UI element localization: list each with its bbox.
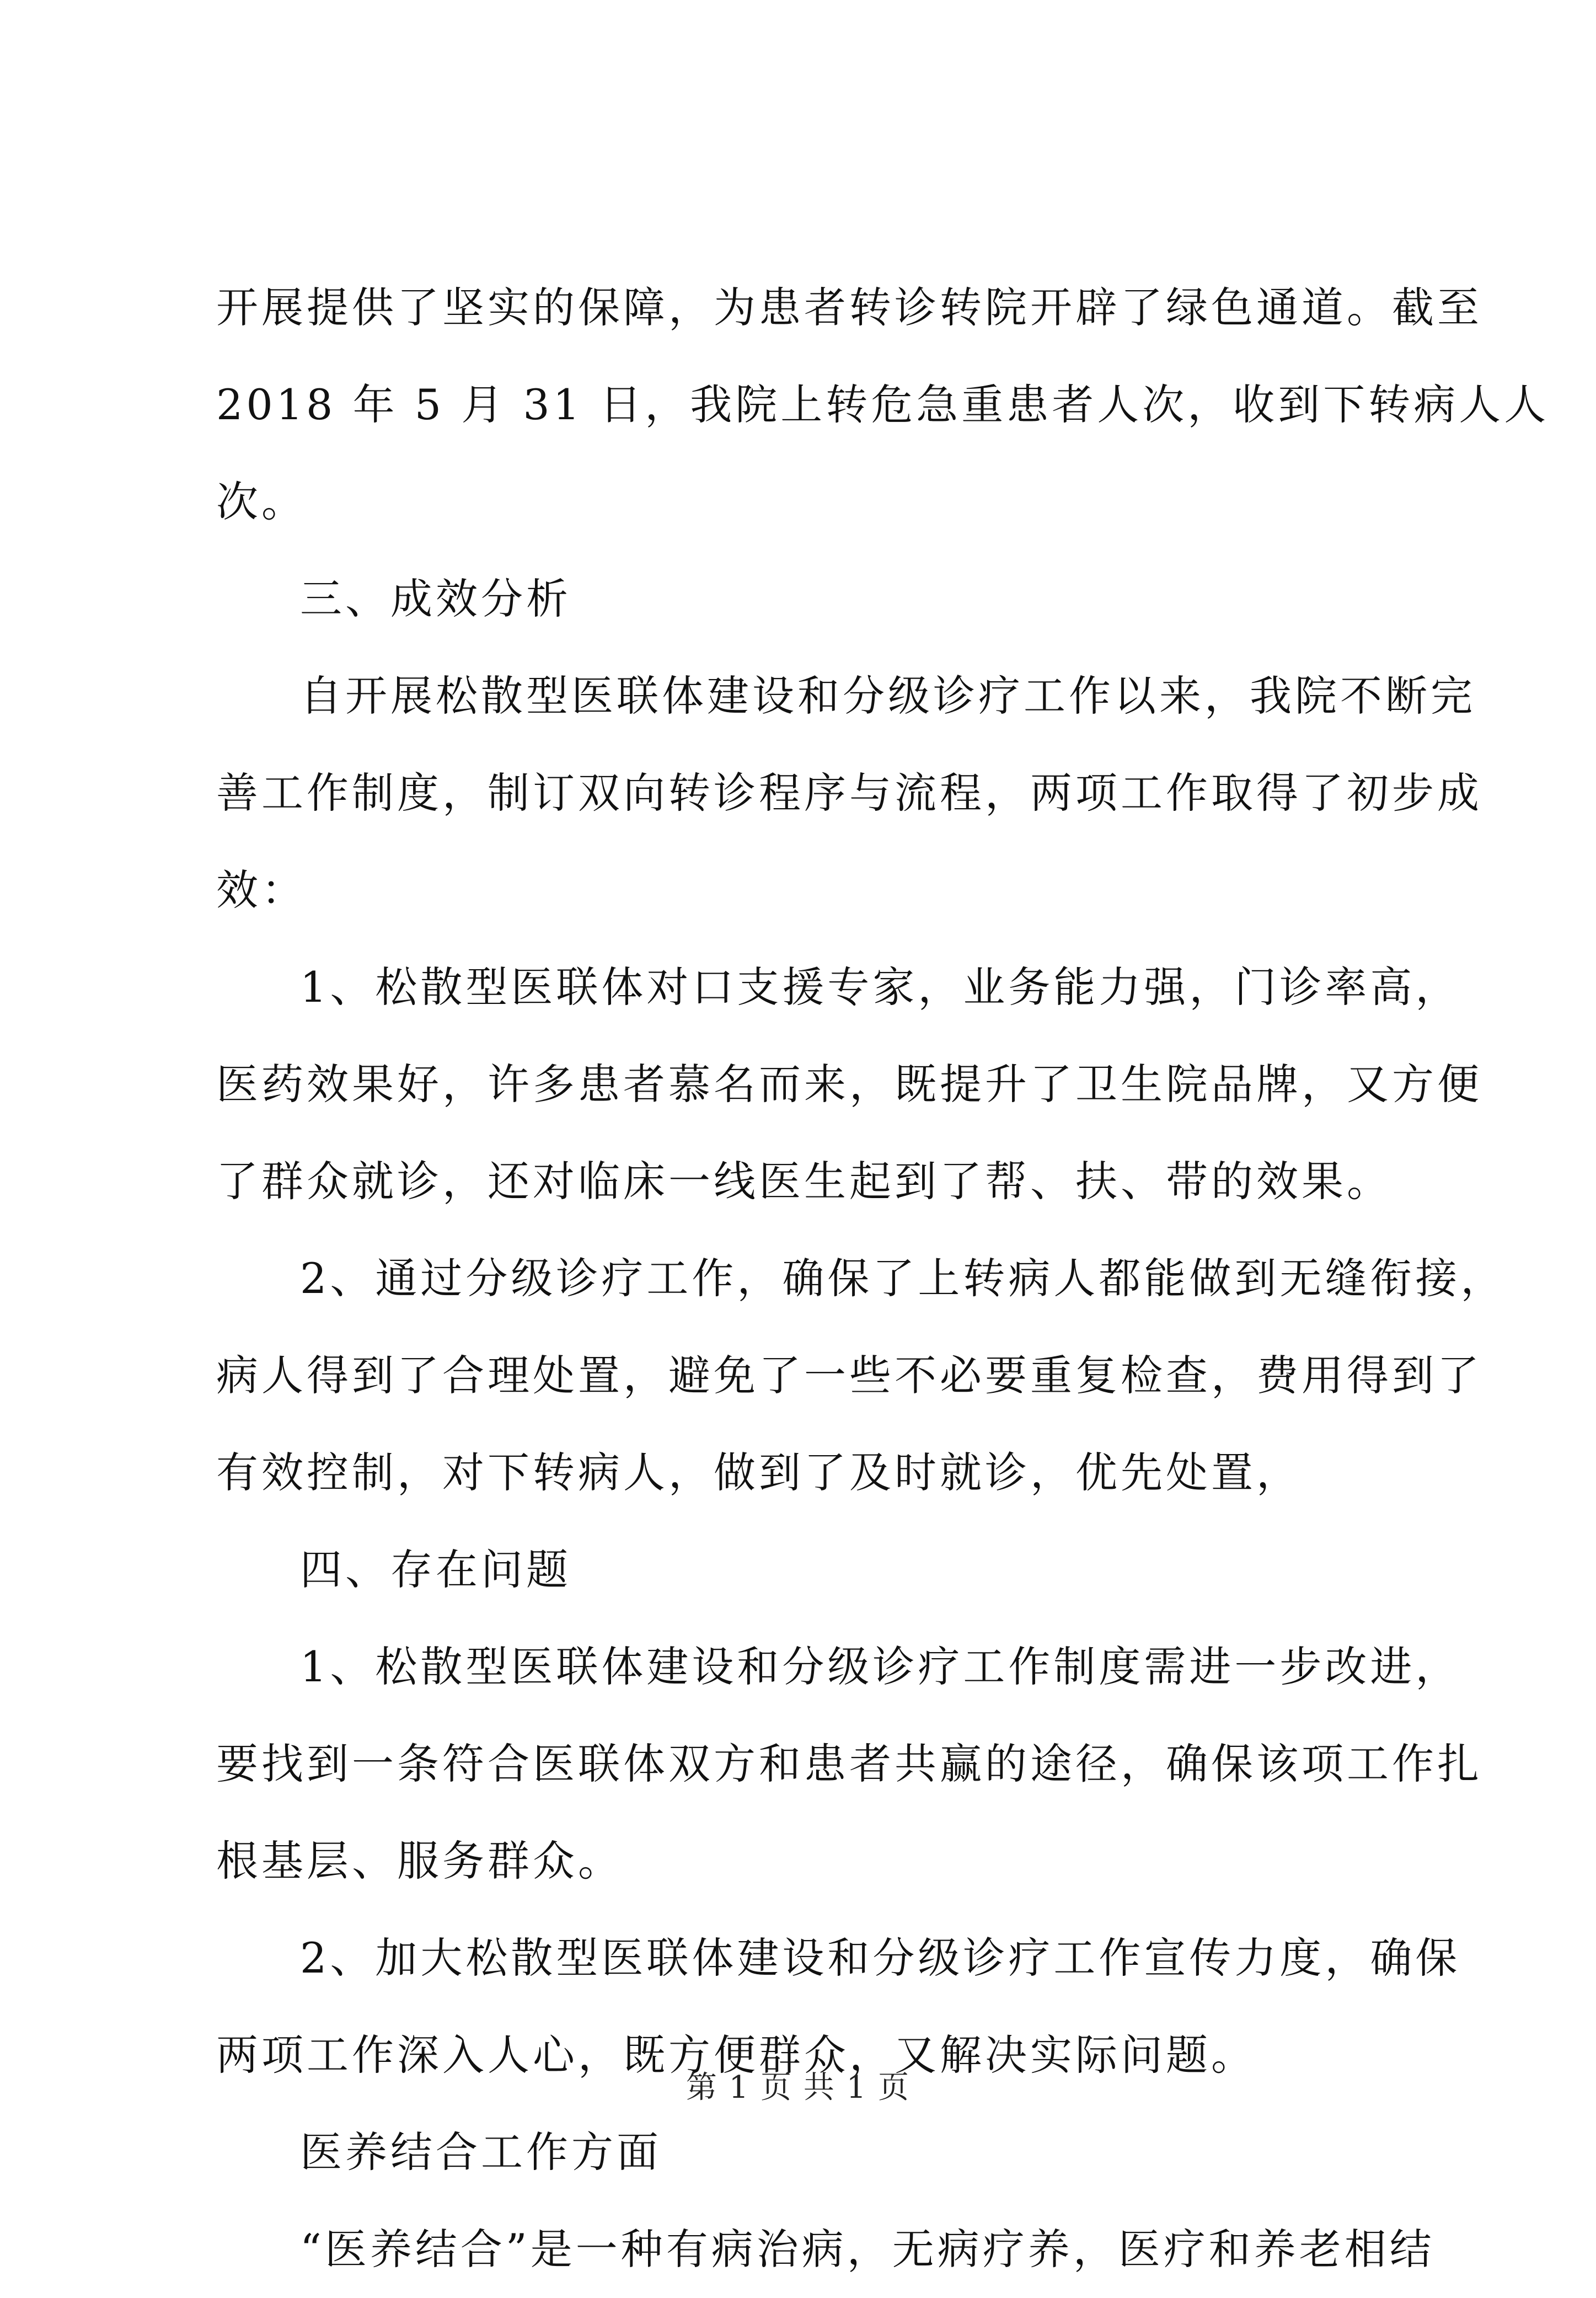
text-line: 自开展松散型医联体建设和分级诊疗工作以来，我院不断完 — [300, 671, 1476, 720]
text-line: 了群众就诊，还对临床一线医生起到了帮、扶、带的效果。 — [216, 1157, 1392, 1206]
page-number-label: 第 1 页 共 1 页 — [685, 2070, 911, 2105]
section-heading: 四、存在问题 — [300, 1545, 571, 1594]
list-item: 1、松散型医联体建设和分级诊疗工作制度需进一步改进， — [300, 1642, 1461, 1691]
text-line: 次。 — [216, 477, 307, 526]
text-line: 病人得到了合理处置，避免了一些不必要重复检查，费用得到了 — [216, 1351, 1482, 1400]
text-line: 2018 年 5 月 31 日，我院上转危急重患者人次，收到下转病人人 — [216, 380, 1550, 429]
section-heading: 三、成效分析 — [300, 574, 571, 623]
document-body — [216, 259, 1550, 2298]
list-item: 2、通过分级诊疗工作，确保了上转病人都能做到无缝衔接， — [300, 1254, 1506, 1303]
text-line: 两项工作深入人心，既方便群众，又解决实际问题。 — [216, 2030, 1256, 2080]
text-line: 效： — [216, 865, 307, 915]
text-line: “医养结合”是一种有病治病，无病疗养，医疗和养老相结 — [300, 2225, 1435, 2274]
text-line: 要找到一条符合医联体双方和患者共赢的途径，确保该项工作扎 — [216, 1739, 1482, 1788]
section-heading: 医养结合工作方面 — [300, 2128, 662, 2177]
list-item: 2、加大松散型医联体建设和分级诊疗工作宣传力度，确保 — [300, 1933, 1461, 1982]
text-line: 有效控制，对下转病人，做到了及时就诊，优先处置， — [216, 1448, 1302, 1497]
text-line: 医药效果好，许多患者慕名而来，既提升了卫生院品牌，又方便 — [216, 1060, 1482, 1109]
list-item: 1、松散型医联体对口支援专家，业务能力强，门诊率高， — [300, 963, 1461, 1012]
page-footer — [0, 2066, 1596, 2110]
text-line: 根基层、服务群众。 — [216, 1836, 623, 1885]
text-line: 开展提供了坚实的保障，为患者转诊转院开辟了绿色通道。截至 — [216, 283, 1482, 332]
text-line: 善工作制度，制订双向转诊程序与流程，两项工作取得了初步成 — [216, 768, 1482, 817]
